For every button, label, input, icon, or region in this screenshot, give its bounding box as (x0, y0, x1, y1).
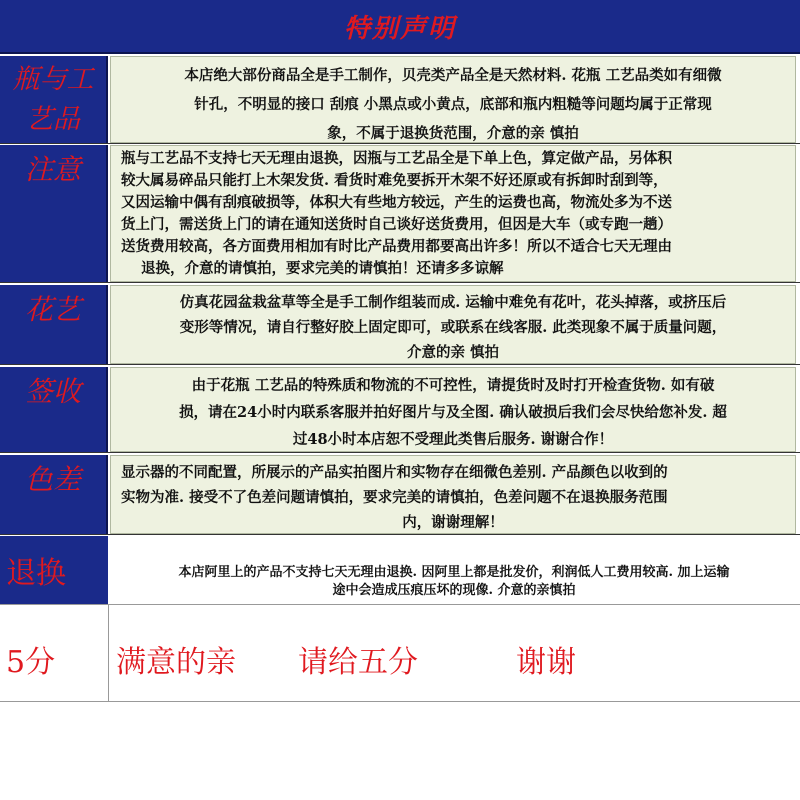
content-line: 介意的亲 慎拍 (406, 344, 500, 361)
content-line: 较大属易碎品只能打上木架发货. 看货时难免要拆开木架不好还原或有拆卸时刮到等， (121, 172, 668, 189)
rating-phrase-five-stars: 请给五分 (298, 645, 418, 680)
content-line: 由于花瓶 工艺品的特殊质和物流的不可控性，请提货时及时打开检查货物. 如有破 (191, 377, 715, 394)
section-notice (0, 145, 800, 283)
section-content (110, 56, 796, 143)
rating-phrase-satisfied: 满意的亲 (116, 645, 236, 680)
section-label-box (0, 285, 108, 364)
divider (108, 605, 109, 701)
section-color-diff (0, 455, 800, 535)
section-floral (0, 285, 800, 365)
rating-phrase-thanks: 谢谢 (516, 645, 576, 680)
section-receipt (0, 367, 800, 453)
content-line: 本店绝大部份商品全是手工制作，贝壳类产品全是天然材料. 花瓶 工艺品类如有细微 (184, 67, 722, 84)
section-label-box (0, 536, 108, 604)
content-line: 象，不属于退换货范围，介意的亲 慎拍 (327, 125, 579, 142)
content-line: 退换，介意的请慎拍，要求完美的请慎拍！还请多多谅解 (141, 260, 504, 277)
content-line: 仿真花园盆栽盆草等全是手工制作组装而成. 运输中难免有花叶，花头掉落，或挤压后 (179, 294, 727, 311)
content-line: 实物为准. 接受不了色差问题请慎拍，要求完美的请慎拍，色差问题不在退换服务范围 (121, 489, 668, 506)
content-line: 送货费用较高，各方面费用相加有时比产品费用都要高出许多！所以不适合七天无理由 (121, 238, 672, 255)
content-line: 瓶与工艺品不支持七天无理由退换，因瓶与工艺品全是下单上色，算定做产品，另体积 (121, 150, 672, 167)
section-label: 签收 (24, 375, 81, 408)
content-line: 本店阿里上的产品不支持七天无理由退换. 因阿里上都是批发价，利润低人工费用较高. 加上运输 (178, 565, 730, 580)
content-line: 内，谢谢理解！ (402, 514, 504, 531)
content-line: 途中会造成压痕压坏的现像. 介意的亲慎拍 (332, 583, 576, 598)
section-content (110, 285, 796, 364)
section-label: 注意 (24, 153, 81, 186)
content-line: 货上门，需送货上门的请在通知送货时自己谈好送货费用，但因是大车（或专跑一趟） (121, 216, 672, 233)
section-vases (0, 56, 800, 144)
section-label: 色差 (24, 463, 81, 496)
page-title: 特别声明 (343, 13, 456, 44)
section-content (110, 455, 796, 534)
section-content (108, 564, 800, 600)
header-bar (0, 0, 800, 54)
section-label: 瓶与工艺品 (12, 64, 94, 135)
section-rating (0, 604, 800, 702)
content-line: 针孔，不明显的接口 刮痕 小黑点或小黄点，底部和瓶内粗糙等问题均属于正常现 (194, 96, 712, 113)
content-line: 显示器的不同配置，所展示的产品实拍图片和实物存在细微色差别. 产品颜色以收到的 (121, 464, 668, 481)
section-returns (0, 536, 800, 604)
section-label-box (0, 145, 108, 282)
content-line: 变形等情况，请自行整好胶上固定即可，或联系在线客服. 此类现象不属于质量问题， (179, 319, 727, 336)
section-content (110, 145, 796, 282)
section-label: 退换 (6, 556, 66, 591)
section-label: 花艺 (24, 293, 81, 326)
content-line: 过48小时本店恕不受理此类售后服务. 谢谢合作！ (292, 431, 614, 448)
content-line: 又因运输中偶有刮痕破损等，体积大有些地方较远，产生的运费也高，物流处多为不送 (121, 194, 672, 211)
section-label-box (0, 455, 108, 534)
section-label-box (0, 56, 108, 143)
section-label-box (0, 367, 108, 452)
content-line: 损，请在24小时内联系客服并拍好图片与及全图. 确认破损后我们会尽快给您补发. 超 (179, 404, 727, 421)
section-content (110, 367, 796, 452)
rating-label: 5分 (6, 645, 56, 680)
